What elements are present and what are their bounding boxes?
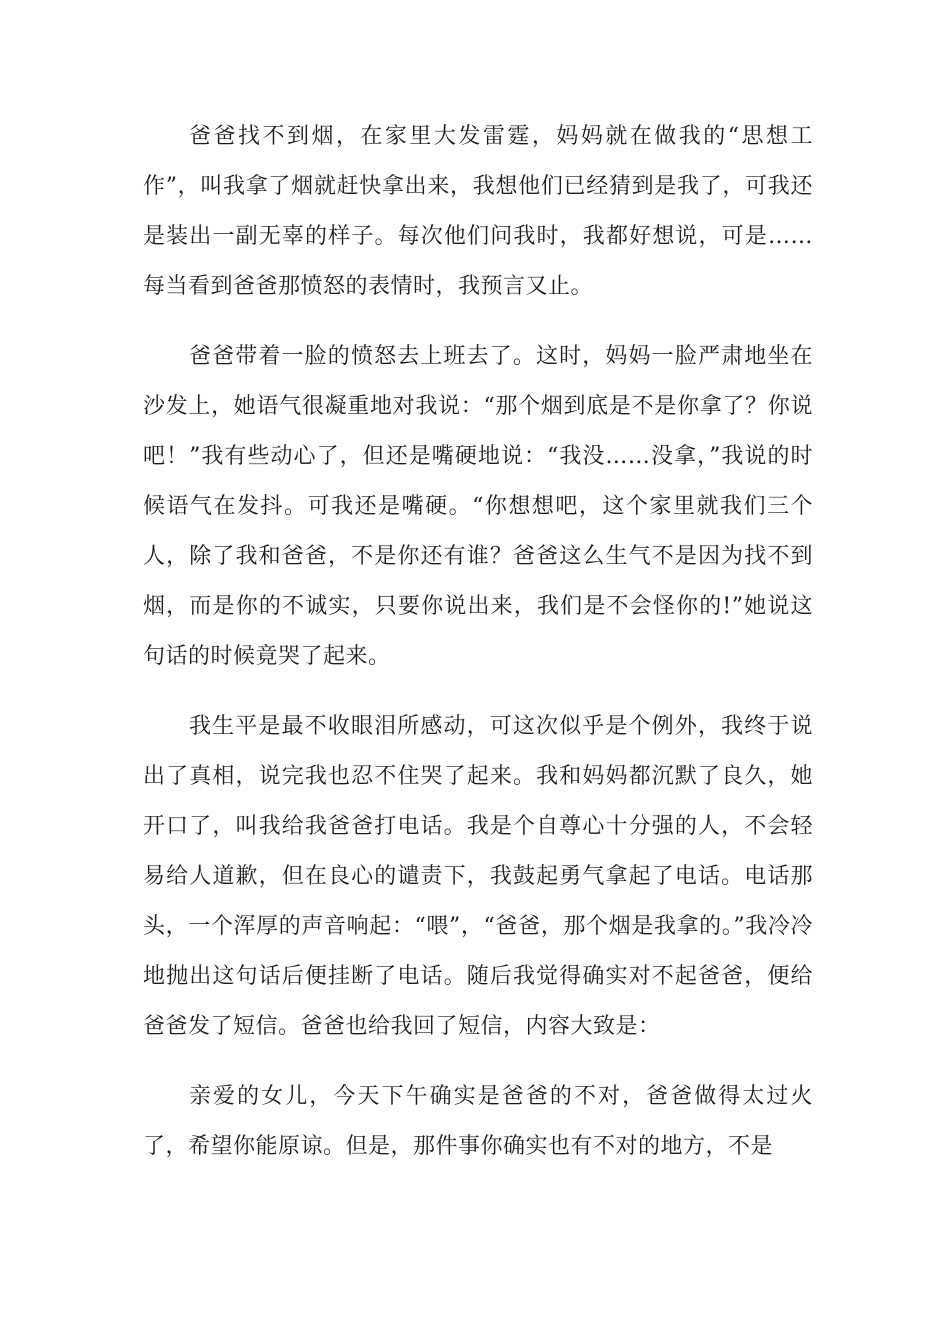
paragraph-2: 爸爸带着一脸的愤怒去上班去了。这时，妈妈一脸严肃地坐在沙发上，她语气很凝重地对我说：“那个烟到底是不是你拿了？你说吧！”我有些动心了，但还是嘴硬地说：“我没……没拿，”我说的时候语气在发抖。可我还是嘴硬。“你想想吧，这个家里就我们三个人，除了我和爸爸，不是你还有谁？爸爸这么生气不是因为找不到烟，而是你的不诚实，只要你说出来，我们是不会怪你的!”她说这句话的时候竟哭了起来。 <box>143 344 813 669</box>
paragraph-1: 爸爸找不到烟，在家里大发雷霆，妈妈就在做我的“思想工作”，叫我拿了烟就赶快拿出来，我想他们已经猜到是我了，可我还是装出一副无辜的样子。每次他们问我时，我都好想说，可是……每当看到爸爸那愤怒的表情时，我预言又止。 <box>143 124 813 299</box>
paragraph-4: 亲爱的女儿，今天下午确实是爸爸的不对，爸爸做得太过火了，希望你能原谅。但是，那件事你确实也有不对的地方，不是 <box>143 1084 813 1159</box>
paragraph-3: 我生平是最不收眼泪所感动，可这次似乎是个例外，我终于说出了真相，说完我也忍不住哭了起来。我和妈妈都沉默了良久，她开口了，叫我给我爸爸打电话。我是个自尊心十分强的人，不会轻易给人道歉，但在良心的谴责下，我鼓起勇气拿起了电话。电话那头，一个浑厚的声音响起：“喂”，“爸爸，那个烟是我拿的。”我冷冷地抛出这句话后便挂断了电话。随后我觉得确实对不起爸爸，便给爸爸发了短信。爸爸也给我回了短信，内容大致是： <box>143 714 813 1039</box>
document-body <box>143 112 813 1192</box>
